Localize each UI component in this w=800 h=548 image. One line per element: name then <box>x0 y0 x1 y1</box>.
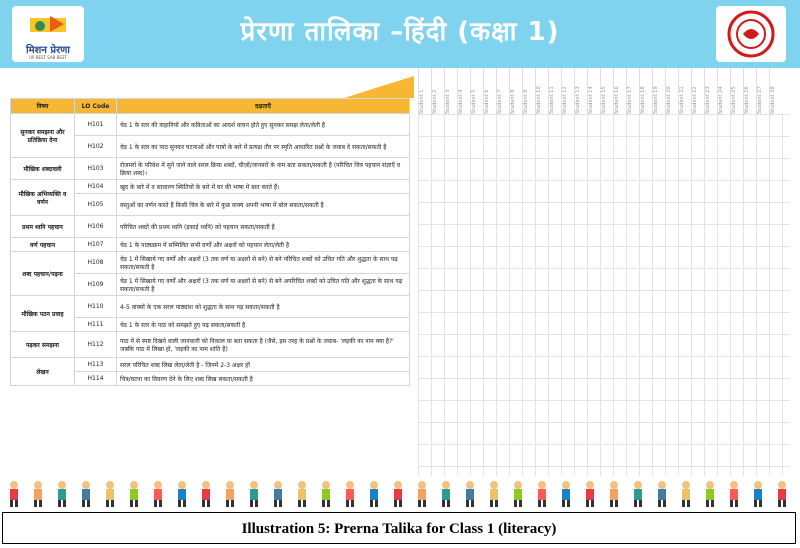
child-figure <box>274 481 282 507</box>
child-figure <box>202 481 210 507</box>
student-column-header: Student 12 <box>561 68 574 114</box>
competency-cell: चेड 1 के स्तर का पाठ सुनकर घटनाओं और पात्रों के बारे में प्रत्यक्ष तौर पर स्मृति आधारित प्रश्नों के जवाब दे सकता/सकती है <box>117 136 410 158</box>
competency-cell: परिचित शब्दों की प्रथम ध्वनि (इकाई ध्वनि) को पहचान सकता/सकती है <box>117 216 410 238</box>
student-grid-area <box>418 68 790 476</box>
lo-code-cell: H111 <box>75 318 117 332</box>
competency-table <box>10 98 410 386</box>
student-column-header: Student 14 <box>587 68 600 114</box>
header-subject: विषय <box>11 99 75 114</box>
logo-text: मिशन प्रेरणा <box>25 45 70 56</box>
child-figure <box>730 481 738 507</box>
table-row <box>11 332 410 358</box>
student-grid <box>418 114 790 476</box>
student-column-header: Student 7 <box>496 68 509 114</box>
prerna-talika-sheet <box>8 68 792 478</box>
up-emblem-logo <box>716 6 786 62</box>
student-column-header: Student 23 <box>704 68 717 114</box>
competency-cell: चेड 1 में सिखाये गए वर्णों और अक्षरों (3 तक वर्ण या अक्षरों से बने) से बने अपरिचित शब्दों को उचित गति और शुद्धता के साथ पढ़ सकता/सकती है <box>117 274 410 296</box>
competency-cell: वस्तुओं का वर्णन करते हैं किसी चित्र के बारे में कुछ वाक्य अपनी भाषा में बोल सकता/सकती है <box>117 194 410 216</box>
lo-code-cell: H109 <box>75 274 117 296</box>
competency-cell: 4-5 वाक्यों के एक सरल पाठ्यांश को शुद्धता के साथ पढ़ सकता/सकती है <box>117 296 410 318</box>
child-figure <box>322 481 330 507</box>
student-column-header: Student 2 <box>431 68 444 114</box>
competency-cell: खुद के बारे में व साधारण स्थितियों के बारे में घर की भाषा में बात करते हैं। <box>117 180 410 194</box>
child-figure <box>346 481 354 507</box>
student-column-header: Student 5 <box>470 68 483 114</box>
student-column-header: Student 21 <box>678 68 691 114</box>
student-column-header: Student 27 <box>756 68 769 114</box>
table-row <box>11 216 410 238</box>
logo-emblem-icon <box>20 12 76 40</box>
header-lo-code: LO Code <box>75 99 117 114</box>
student-column-header: Student 9 <box>522 68 535 114</box>
child-figure <box>58 481 66 507</box>
subject-cell: लेखन <box>11 358 75 386</box>
child-figure <box>442 481 450 507</box>
table-row <box>11 114 410 136</box>
competency-cell: पाठ में से स्पष्ट दिखने वाली जानकारी को निकाल या बता सकता है (जैसे, इस तरह के प्रश्नों के जवाब- 'लड़की का नाम क्या है?' जबकि पाठ में लिखा हो, 'लड़की का नाम शांति है) <box>117 332 410 358</box>
lo-code-cell: H113 <box>75 358 117 372</box>
subject-cell: प्रथम ध्वनि पहचान <box>11 216 75 238</box>
student-column-header: Student 28 <box>769 68 782 114</box>
student-column-header: Student 16 <box>613 68 626 114</box>
student-column-header: Student 3 <box>444 68 457 114</box>
child-figure <box>586 481 594 507</box>
child-figure <box>538 481 546 507</box>
subject-cell: मौखिक शब्दावली <box>11 158 75 180</box>
student-column-header: Student 20 <box>665 68 678 114</box>
subject-cell: पढ़कर समझना <box>11 332 75 358</box>
competency-cell: रोजमर्रा के परिवेश में सुने जाने वाले सरल क्रिया शब्दों, चीज़ों/जानवरों के नाम बता सकता/सकती है (परिचित चित्र पहचान संज्ञाएँ व क्रिया शब्द)। <box>117 158 410 180</box>
competency-cell: सरल परिचित शब्द लिख लेता/लेती है - जिनमें 2-3 अक्षर हों <box>117 358 410 372</box>
child-figure <box>10 481 18 507</box>
student-column-header: Student 26 <box>743 68 756 114</box>
subject-cell: शब्द पहचान/पढ़ना <box>11 252 75 296</box>
lo-code-cell: H101 <box>75 114 117 136</box>
student-column-header: Student 8 <box>509 68 522 114</box>
lo-code-cell: H106 <box>75 216 117 238</box>
child-figure <box>610 481 618 507</box>
child-figure <box>466 481 474 507</box>
child-figure <box>658 481 666 507</box>
child-figure <box>178 481 186 507</box>
lo-code-cell: H104 <box>75 180 117 194</box>
page-title: प्रेरणा तालिका –हिंदी (कक्षा 1) <box>240 17 560 47</box>
lo-code-cell: H103 <box>75 158 117 180</box>
lo-code-cell: H112 <box>75 332 117 358</box>
figure-caption: Illustration 5: Prerna Talika for Class 1 (literacy) <box>2 512 796 544</box>
children-illustration <box>0 478 800 510</box>
child-figure <box>106 481 114 507</box>
child-figure <box>226 481 234 507</box>
table-row <box>11 252 410 274</box>
lo-code-cell: H107 <box>75 238 117 252</box>
student-column-header: Student 15 <box>600 68 613 114</box>
table-row <box>11 158 410 180</box>
child-figure <box>634 481 642 507</box>
student-column-header: Student 22 <box>691 68 704 114</box>
table-row <box>11 180 410 194</box>
competency-cell: चेड 1 के स्तर की कहानियों और कविताओं का आदर्श वाचन होते हुए सुनकर समझ लेता/लेती है <box>117 114 410 136</box>
student-column-header: Student 10 <box>535 68 548 114</box>
subject-cell: वर्ण पहचान <box>11 238 75 252</box>
table-row <box>11 238 410 252</box>
student-column-header: Student 24 <box>717 68 730 114</box>
lo-code-cell: H110 <box>75 296 117 318</box>
child-figure <box>298 481 306 507</box>
child-figure <box>490 481 498 507</box>
mission-prerna-logo <box>12 6 84 62</box>
child-figure <box>562 481 570 507</box>
student-column-header: Student 25 <box>730 68 743 114</box>
student-column-header: Student 17 <box>626 68 639 114</box>
student-header-row <box>418 68 790 114</box>
child-figure <box>130 481 138 507</box>
children-border <box>0 478 800 510</box>
child-figure <box>778 481 786 507</box>
header-competency: दक्षताएँ <box>117 99 410 114</box>
student-column-header: Student 6 <box>483 68 496 114</box>
student-column-header: Student 18 <box>639 68 652 114</box>
lo-code-cell: H102 <box>75 136 117 158</box>
table-row <box>11 296 410 318</box>
child-figure <box>682 481 690 507</box>
child-figure <box>34 481 42 507</box>
student-column-header: Student 11 <box>548 68 561 114</box>
subject-cell: मौखिक अभिव्यक्ति व वर्णन <box>11 180 75 216</box>
child-figure <box>514 481 522 507</box>
child-figure <box>82 481 90 507</box>
table-header-row <box>11 99 410 114</box>
table-row <box>11 358 410 372</box>
lo-code-cell: H108 <box>75 252 117 274</box>
child-figure <box>754 481 762 507</box>
student-column-header: Student 4 <box>457 68 470 114</box>
student-column-header: Student 19 <box>652 68 665 114</box>
competency-cell: चित्र/घटना का विवरण देने के लिए शब्द लिख सकता/सकती है <box>117 372 410 386</box>
header-accent <box>344 76 414 98</box>
child-figure <box>154 481 162 507</box>
lo-code-cell: H114 <box>75 372 117 386</box>
logo-subtext: UP BEST SAB BEST <box>29 55 67 60</box>
header-banner <box>0 0 800 68</box>
subject-cell: मौखिक पठन प्रवाह <box>11 296 75 332</box>
child-figure <box>370 481 378 507</box>
competency-cell: चेड 1 के पाठ्यक्रम में सम्मिलित सभी वर्णों और अक्षरों को पहचान लेता/लेती है <box>117 238 410 252</box>
state-seal-icon <box>716 6 786 62</box>
child-figure <box>418 481 426 507</box>
competency-cell: चेड 1 के स्तर के पाठ को समझते हुए पढ़ सकता/सकती है <box>117 318 410 332</box>
child-figure <box>394 481 402 507</box>
child-figure <box>706 481 714 507</box>
competency-cell: चेड 1 में सिखाये गए वर्णों और अक्षरों (3 तक वर्ण या अक्षरों से बने) से बने परिचित शब्दों को उचित गति और शुद्धता के साथ पढ़ सकता/सकती है <box>117 252 410 274</box>
lo-code-cell: H105 <box>75 194 117 216</box>
student-column-header: Student 1 <box>418 68 431 114</box>
student-column-header: Student 13 <box>574 68 587 114</box>
subject-cell: सुनकर समझना और प्रतिक्रिया देना <box>11 114 75 158</box>
child-figure <box>250 481 258 507</box>
